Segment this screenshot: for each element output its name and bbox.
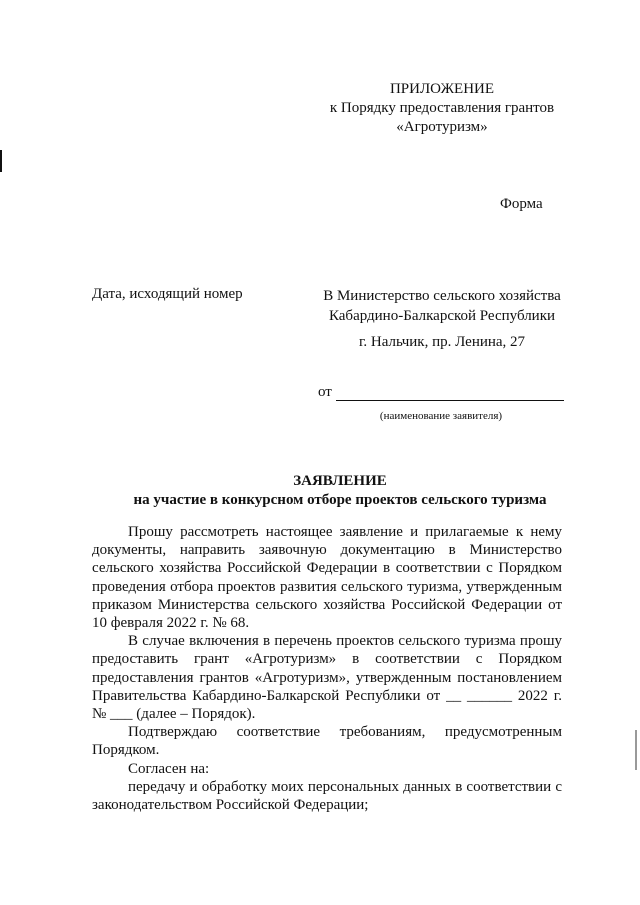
- document-title-block: [60, 472, 620, 510]
- date-number-label: Дата, исходящий номер: [92, 286, 243, 302]
- body-paragraph: Подтверждаю соответствие требованиям, предусмотренным Порядком.: [92, 724, 562, 759]
- right-margin-mark: [635, 730, 637, 770]
- applicant-caption: (наименование заявителя): [379, 410, 503, 422]
- applicant-from-row: [318, 384, 564, 401]
- from-label: от: [318, 384, 332, 400]
- body-paragraph: В случае включения в перечень проектов сельского туризма прошу предоставить грант «Агротуризм» в соответствии с Порядком предоставления грантов «Агротуризм», утвержденным постановлением Правительства Кабардино-Балкарской Республики от __ ______ 2022 г. № ___ (далее – Порядок).: [92, 633, 562, 723]
- document-title: ЗАЯВЛЕНИЕ: [293, 473, 387, 489]
- body-paragraph: Прошу рассмотреть настоящее заявление и прилагаемые к нему документы, направить заявочную документацию в Министерство сельского хозяйства Российской Федерации в соответствии с Порядком проведения отбора проектов развития сельского туризма, утвержденным приказом Министерства сельского хозяйства Российской Федерации от 10 февраля 2022 г. № 68.: [92, 524, 562, 632]
- addressee-block: [300, 286, 584, 326]
- addressee-address: г. Нальчик, пр. Ленина, 27: [358, 334, 526, 350]
- form-label: Форма: [500, 196, 543, 212]
- appendix-reference: к Порядку предоставления грантов: [329, 100, 555, 116]
- document-body: [92, 523, 562, 814]
- body-paragraph: Согласен на:: [128, 760, 210, 777]
- appendix-header: [300, 80, 584, 137]
- left-margin-mark: [0, 150, 2, 172]
- appendix-grant-name: «Агротуризм»: [396, 119, 488, 135]
- body-paragraph: передачу и обработку моих персональных данных в соответствии с законодательством Российской Федерации;: [92, 778, 562, 814]
- applicant-name-line: [336, 386, 564, 401]
- addressee-line-2: Кабардино-Балкарской Республики: [328, 308, 556, 324]
- document-subtitle: на участие в конкурсном отборе проектов сельского туризма: [133, 492, 547, 508]
- appendix-title: ПРИЛОЖЕНИЕ: [389, 81, 495, 97]
- addressee-line-1: В Министерство сельского хозяйства: [323, 288, 561, 304]
